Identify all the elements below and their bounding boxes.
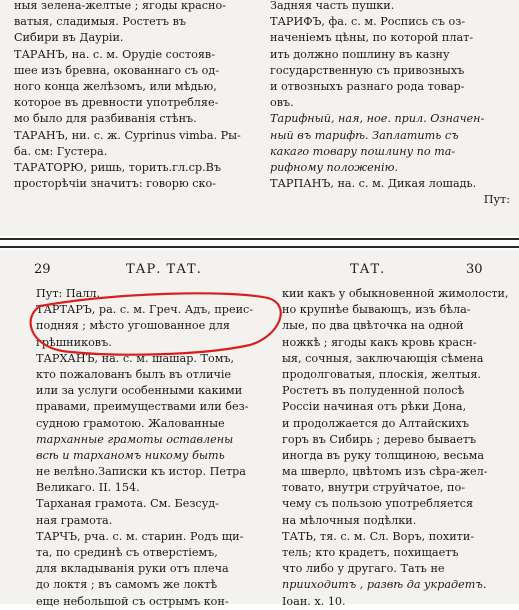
text-line: до локтя ; въ самомъ же локтѣ [36,578,218,592]
bottom-right-column [282,286,512,610]
entry-tarch: ТАРЧЪ, рча. с. м. старин. Родъ щи- [36,529,244,543]
text-line: мо было для разбиванія стѣнъ. [14,112,197,126]
text-line: та, по срединѣ съ отверстіемъ, [36,546,218,559]
text-line: судною грамотою. Жалованные [36,416,225,430]
text-line: просторѣчіи значитъ: говорю ско- [14,177,217,191]
text-line: которое въ древности употребляе- [14,96,219,110]
text-line: ма шверло, цвѣтомъ изъ сѣра-жел- [282,465,488,479]
text-line: Россіи начиная отъ рѣки Дона, [282,400,467,414]
divider-line [0,238,519,240]
text-line: прииходитъ , развѣ да украдетъ. [282,578,487,592]
text-line: кии какъ у обыкновенной жимолости, [282,287,509,300]
text-line: иногда въ руку толщиною, весьма [282,448,485,462]
text-line: что либо у другаго. Тать не [282,562,445,576]
text-line: Іоан. х. 10. [282,594,346,608]
running-head-left: ТАР. ТАТ. [126,262,202,277]
text-line: Ростетъ въ полуденной полосѣ [282,384,465,398]
entry-tat: ТАТЬ, тя. с. м. Сл. Воръ, похити- [282,529,475,543]
text-line: правами, преимуществами или без- [36,400,249,414]
text-line: не велѣно.Записки къ истор. Петра [36,465,246,479]
text-line: продолговатыя, плоскія, желтыя. [282,367,481,381]
entry-tartar: ТАРТАРЪ, ра. с. м. Греч. Адъ, преис- [36,303,254,317]
entry-tarpan: ТАРПАНЪ, на. с. м. Дикая лошадь. [270,177,477,191]
text-line: товато, внутри струйчатое, по- [282,481,465,495]
text-line: ить должно пошлину въ казну [270,47,450,61]
text-line: рифному положенію. [270,160,399,174]
text-line: ножкѣ ; ягоды какъ кровь красн- [282,335,477,349]
entry-tarif: ТАРИФЪ, фа. с. м. Роспись съ оз- [270,15,466,29]
text-line: но крупнѣе бывающъ, изъ бѣла- [282,303,471,317]
text-line: Пут: Палл. [36,287,101,300]
text-line: или за услуги особенными какими [36,384,243,398]
text-line: ного конца желѣзомъ, или мѣдью, [14,79,217,93]
top-page-scan [0,0,519,236]
running-head-right: ТАТ. [350,262,386,277]
text-line: какаго товару пошлину по та- [270,144,456,158]
text-line: чему съ пользою употребляется [282,497,474,511]
text-line: на мѣлочныя подѣлки. [282,513,417,527]
page-number-left: 29 [34,262,51,277]
top-left-column [14,0,252,192]
entry-tarifny: Тарифный, ная, ное. прил. Означен- [270,112,485,126]
text-line: ный въ тарифѣ. Заплатить съ [270,128,459,142]
text-line: Сибири въ Дауріи. [14,31,124,45]
entry-taran-2: ТАРАНЪ, ни. с. ж. Cyprinus vimba. Ры- [14,128,241,142]
text-line: для вкладыванія руки отъ плеча [36,562,229,576]
text-line: Великаго. II. 154. [36,481,140,495]
text-line: шее изъ бревна, окованнаго съ од- [14,63,219,77]
entry-taran-1: ТАРАНЪ, на. с. м. Орудіе состояв- [14,47,216,61]
text-line: тель; кто крадетъ, похищаетъ [282,546,459,559]
catchword: Пут: [483,193,510,207]
text-line: государственную съ привозныхъ [270,63,465,77]
text-line: и отвозныхъ разнаго рода товар- [270,79,465,93]
text-line: лые, по два цвѣточка на одной [282,319,464,333]
text-line: кто пожалованъ былъ въ отличіе [36,367,232,381]
bottom-left-column [36,286,266,610]
text-line: наченіемъ цѣны, по которой плат- [270,31,474,45]
text-line: и продолжается до Алтайскихъ [282,416,469,430]
text-line: всѣ и тарханомъ никому быть [36,448,225,462]
text-line: тарханные грамоты оставлены [36,432,234,446]
text-line: ная грамота. [36,513,113,527]
text-line: ба. см: Густера. [14,144,108,158]
page-number-right: 30 [466,262,483,277]
text-line: Задняя часть пушки. [270,0,395,12]
entry-tarkhan: ТАРХАНЪ, на. с. м. шашар. Томъ, [36,351,235,365]
text-line: грѣшниковъ. [36,335,112,349]
text-line: овъ. [270,96,294,110]
text-line: горъ въ Сибирь ; дерево бываетъ [282,432,477,446]
top-right-column [270,0,510,208]
text-line: ныя зелена-желтые ; ягоды красно- [14,0,227,12]
text-line: еще небольшой съ острымъ кон- [36,594,229,608]
text-line: подняя ; мѣсто угошованное для [36,319,230,333]
entry-tarkhanaya: Тарханая грамота. См. Безсуд- [36,497,219,511]
entry-taratoryu: ТАРАТОРЮ, ришь, торить.гл.ср.Въ [14,160,222,174]
text-line: ыя, сочныя, заключающія сѣмена [282,351,484,365]
divider-line [0,246,519,248]
text-line: ватыя, сладимыя. Ростетъ въ [14,15,187,29]
